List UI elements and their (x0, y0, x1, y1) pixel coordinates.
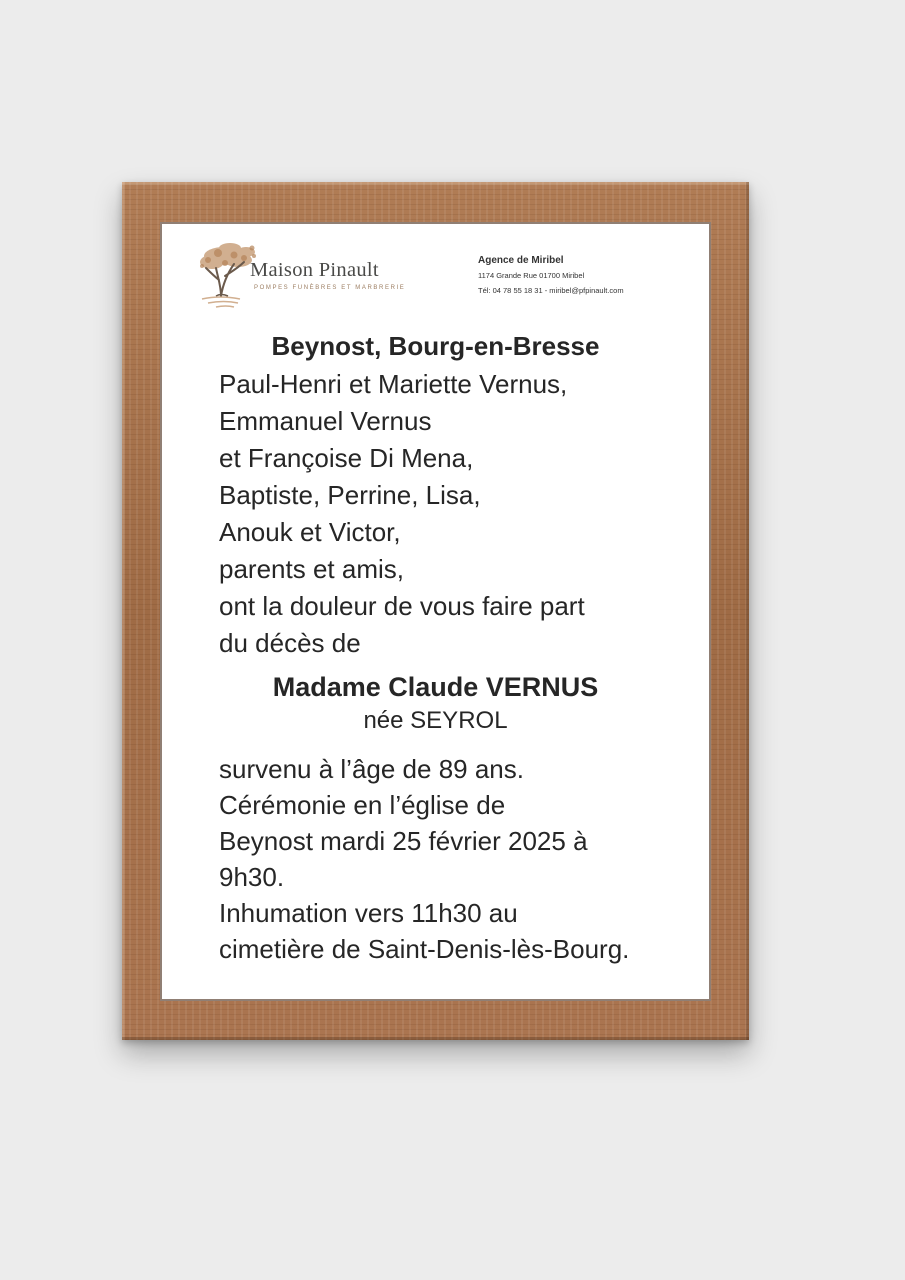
family-line: parents et amis, (219, 554, 404, 584)
family-line: ont la douleur de vous faire part (219, 591, 585, 621)
wooden-picture-frame (122, 182, 749, 1040)
family-line: Baptiste, Perrine, Lisa, (219, 480, 481, 510)
details-line: survenu à l’âge de 89 ans. (219, 754, 524, 784)
family-line: et Françoise Di Mena, (219, 443, 474, 473)
brand-name: Maison Pinault (250, 259, 379, 281)
brand-tagline: POMPES FUNÈBRES ET MARBRERIE (254, 285, 406, 291)
agency-name: Agence de Miribel (478, 255, 564, 266)
details-line: Beynost mardi 25 février 2025 à (219, 826, 588, 856)
notice-header (162, 224, 709, 324)
details-line: Cérémonie en l’église de (219, 790, 506, 820)
deceased-name: Madame Claude VERNUS (272, 672, 599, 702)
frame-bevel (122, 182, 125, 1040)
death-notice (162, 224, 709, 999)
frame-inner-edge (160, 222, 711, 1001)
family-line: Paul-Henri et Mariette Vernus, (219, 369, 568, 399)
frame-bevel (746, 182, 749, 1040)
family-line: du décès de (219, 628, 361, 658)
details-line: cimetière de Saint-Denis-lès-Bourg. (219, 934, 630, 964)
family-line: Anouk et Victor, (219, 517, 401, 547)
frame-bevel (122, 182, 749, 185)
frame-bevel (122, 1037, 749, 1040)
details-line: 9h30. (219, 862, 285, 892)
agency-contact: Tél: 04 78 55 18 31 - miribel@pfpinault.com (478, 286, 624, 295)
agency-address: 1174 Grande Rue 01700 Miribel (478, 271, 585, 280)
details-line: Inhumation vers 11h30 au (219, 898, 518, 928)
family-line: Emmanuel Vernus (219, 406, 432, 436)
locality-heading: Beynost, Bourg-en-Bresse (271, 331, 600, 361)
agency-info (478, 255, 624, 295)
maiden-name: née SEYROL (363, 707, 508, 734)
